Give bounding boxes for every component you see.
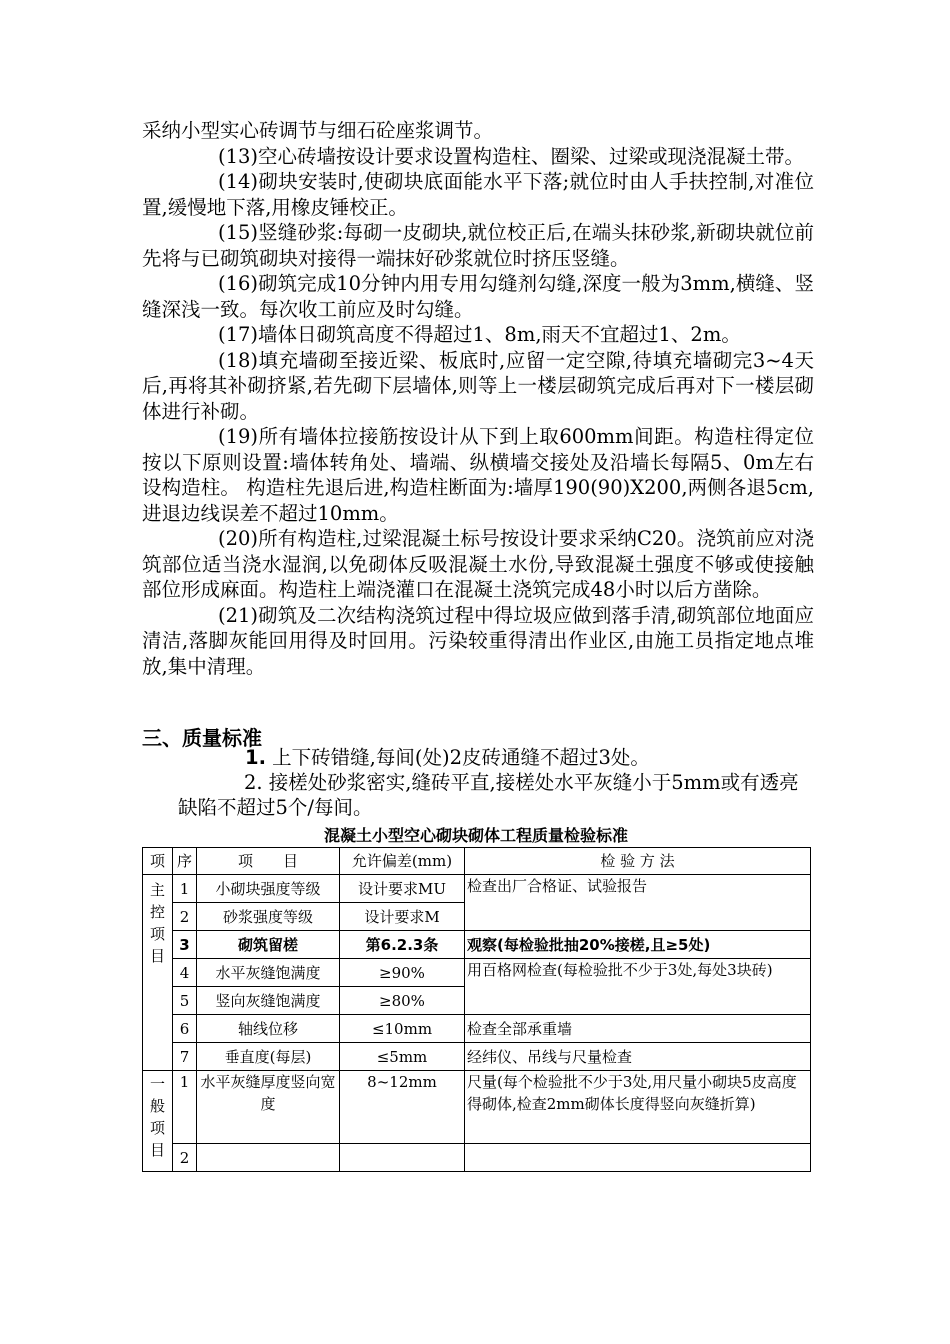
section-heading: 三、质量标准 — [142, 726, 262, 750]
header-cell: 序 — [173, 848, 197, 875]
seq-cell: 6 — [173, 1015, 197, 1043]
tolerance-cell: 8~12mm — [340, 1071, 465, 1144]
item-cell: 砂浆强度等级 — [197, 903, 340, 931]
category-char: 主 — [149, 881, 165, 899]
category-char: 目 — [149, 1141, 165, 1159]
header-cell: 项 — [143, 848, 173, 875]
paragraph: (13)空心砖墙按设计要求设置构造柱、圈梁、过梁或现浇混凝土带。 — [218, 144, 805, 168]
paragraph: (15)竖缝砂浆:每砌一皮砌块,就位校正后,在端头抹砂浆,新砌块就位前先将与已砌筑砌块对接得一端抹好砂浆就位时挤压竖缝。 — [142, 221, 814, 270]
table-row — [143, 1043, 811, 1071]
method-cell: 检查全部承重墙 — [465, 1015, 811, 1043]
seq-cell: 2 — [173, 903, 197, 931]
header-cell: 检 验 方 法 — [465, 848, 811, 875]
seq-cell: 1 — [173, 875, 197, 903]
paragraph: (16)砌筑完成10分钟内用专用勾缝剂勾缝,深度一般为3mm,横缝、竖缝深浅一致。每次收工前应及时勾缝。 — [142, 272, 814, 321]
paragraph: (19)所有墙体拉接筋按设计从下到上取600mm间距。构造柱得定位按以下原则设置:墙体转角处、墙端、纵横墙交接处及沿墙长每隔5、0m左右设构造柱。 构造柱先退后进,构造柱断面为:墙厚190(90)X200,两侧各退5cm,进退边线误差不超过10mm。 — [142, 425, 814, 525]
tolerance-cell: ≤10mm — [340, 1015, 465, 1043]
paragraph: (21)砌筑及二次结构浇筑过程中得垃圾应做到落手清,砌筑部位地面应清洁,落脚灰能回用得及时回用。污染较重得清出作业区,由施工员指定地点堆放,集中清理。 — [142, 603, 814, 678]
item-cell: 水平灰缝厚度竖向宽度 — [197, 1071, 340, 1144]
category-char: 目 — [149, 947, 165, 965]
construction-paragraphs — [142, 118, 814, 679]
paragraph: (18)填充墙砌至接近梁、板底时,应留一定空隙,待填充墙砌完3~4天后,再将其补砌挤紧,若先砌下层墙体,则等上一楼层砌筑完成后再对下一楼层砌体进行补砌。 — [142, 348, 814, 423]
paragraph: 采纳小型实心砖调节与细石砼座浆调节。 — [142, 119, 494, 142]
method-cell — [465, 1144, 811, 1172]
method-cell: 用百格网检查(每检验批不少于3处,每处3块砖) — [465, 959, 811, 1015]
seq-cell: 2 — [173, 1144, 197, 1172]
item-cell: 轴线位移 — [197, 1015, 340, 1043]
paragraph: (14)砌块安装时,使砌块底面能水平下落;就位时由人手扶控制,对准位置,缓慢地下落,用橡皮锤校正。 — [142, 170, 814, 219]
category-char: 控 — [149, 903, 165, 921]
method-cell: 观察(每检验批抽20%接槎,且≥5处) — [465, 931, 811, 959]
paragraph: (20)所有构造柱,过梁混凝土标号按设计要求采纳C20。浇筑前应对浇筑部位适当浇水湿润,以免砌体反吸混凝土水份,导致混凝土强度不够或使接触部位形成麻面。构造柱上端浇灌口在混凝土浇筑完成48小时以后方凿除。 — [142, 527, 814, 601]
table-header-row — [143, 848, 811, 875]
table-row — [143, 1144, 811, 1172]
item-cell: 竖向灰缝饱满度 — [197, 987, 340, 1015]
table-row — [143, 875, 811, 903]
category-char: 一 — [149, 1075, 165, 1093]
tolerance-cell: 设计要求MU — [340, 875, 465, 903]
tolerance-cell: ≥90% — [340, 959, 465, 987]
table-row — [143, 959, 811, 987]
item-cell: 水平灰缝饱满度 — [197, 959, 340, 987]
tolerance-cell: ≥80% — [340, 987, 465, 1015]
table-row — [143, 1015, 811, 1043]
method-cell: 检查出厂合格证、试验报告 — [465, 875, 811, 931]
seq-cell: 7 — [173, 1043, 197, 1071]
tolerance-cell — [340, 1144, 465, 1172]
paragraph: (17)墙体日砌筑高度不得超过1、8m,雨天不宜超过1、2m。 — [218, 323, 741, 346]
tolerance-cell: 设计要求M — [340, 903, 465, 931]
item-cell: 小砌块强度等级 — [197, 875, 340, 903]
table-row — [143, 1071, 811, 1144]
method-cell: 尺量(每个检验批不少于3处,用尺量小砌块5皮高度得砌体,检查2mm砌体长度得竖向灰缝折算) — [465, 1071, 811, 1144]
item-cell: 砌筑留槎 — [197, 931, 340, 959]
quality-standard-table — [142, 847, 811, 1172]
seq-cell: 5 — [173, 987, 197, 1015]
table-caption: 混凝土小型空心砌块砌体工程质量检验标准 — [323, 826, 628, 845]
method-cell: 经纬仪、吊线与尺量检查 — [465, 1043, 811, 1071]
category-char: 般 — [149, 1097, 165, 1115]
seq-cell: 1 — [173, 1071, 197, 1144]
category-general — [143, 1071, 173, 1172]
category-main-control — [143, 875, 173, 1071]
tolerance-cell: 第6.2.3条 — [340, 931, 465, 959]
item-cell: 垂直度(每层) — [197, 1043, 340, 1071]
item-cell — [197, 1144, 340, 1172]
standard-item-1-text: 上下砖错缝,每间(处)2皮砖通缝不超过3处。 — [265, 746, 650, 769]
tolerance-cell: ≤5mm — [340, 1043, 465, 1071]
standard-item-1-number: 1. — [245, 746, 266, 769]
category-char: 项 — [149, 925, 165, 943]
header-cell: 允许偏差(mm) — [340, 848, 465, 875]
category-char: 项 — [149, 1119, 165, 1137]
standard-item-2: 2. 接槎处砂浆密实,缝砖平直,接槎处水平灰缝小于5mm或有透亮缺陷不超过5个/每间。 — [178, 771, 799, 819]
standard-item-1 — [245, 745, 650, 770]
seq-cell: 3 — [173, 931, 197, 959]
table-row — [143, 931, 811, 959]
header-cell: 项 目 — [197, 848, 340, 875]
seq-cell: 4 — [173, 959, 197, 987]
